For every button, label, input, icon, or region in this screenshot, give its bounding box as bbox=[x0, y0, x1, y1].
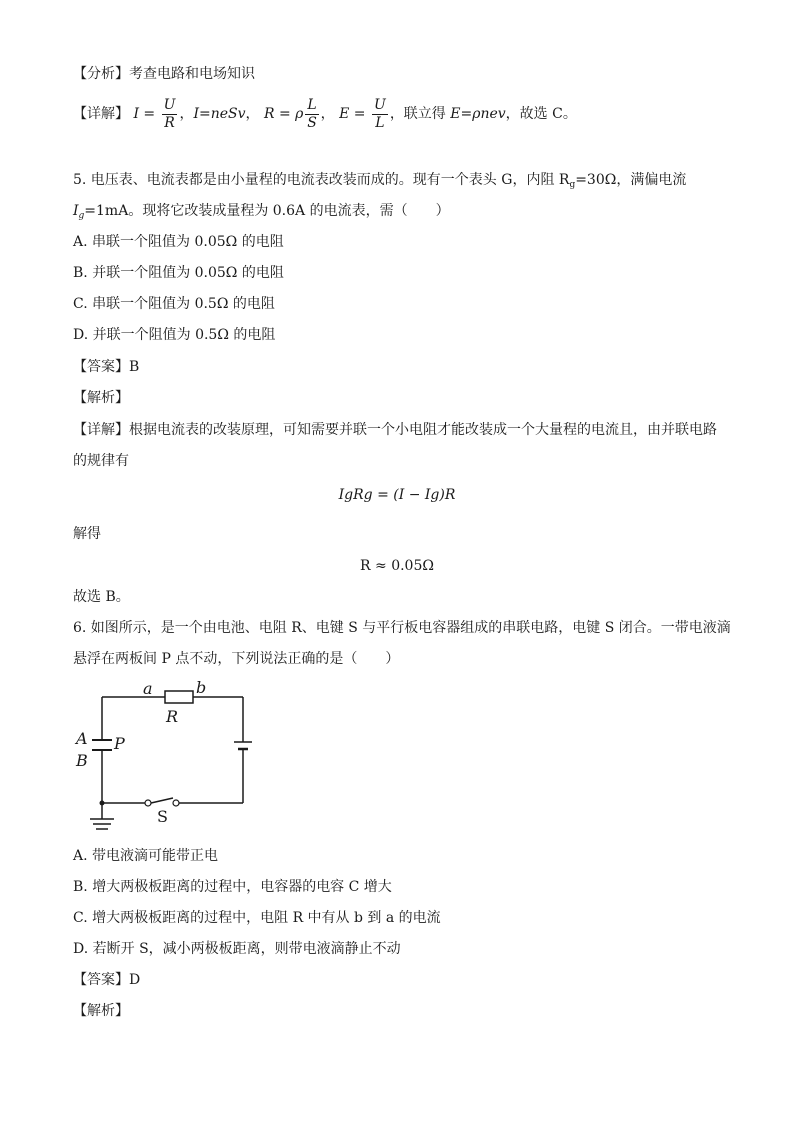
q5-stem-line2: $I_g=1mA$。现将它改装成量程为 0.6A 的电流表，需（ ） bbox=[73, 203, 450, 221]
label-S: S bbox=[157, 807, 168, 826]
label-R: R bbox=[166, 707, 179, 726]
detail-label: 【详解】 bbox=[73, 106, 129, 122]
q6-stem-line2: 悬浮在两板间 P 点不动，下列说法正确的是（ ） bbox=[73, 651, 400, 667]
q5-stem-line1: 5. 电压表、电流表都是由小量程的电流表改装而成的。现有一个表头 G，内阻 $R_g=30\Omega$，满偏电流 bbox=[73, 172, 687, 190]
q6-answer: 【答案】D bbox=[73, 972, 141, 988]
q5-detail-line1: 【详解】根据电流表的改装原理，可知需要并联一个小电阻才能改装成一个大量程的电流且，由并联电路 bbox=[73, 422, 717, 438]
equals: = bbox=[138, 106, 160, 122]
q5-detail-line2: 的规律有 bbox=[73, 453, 129, 469]
q5-option-c: C. 串联一个阻值为 0.5Ω 的电阻 bbox=[73, 296, 275, 312]
fraction-L-over-S: $\frac{L}{S}$ bbox=[307, 96, 317, 131]
label-A: A bbox=[76, 729, 88, 748]
q5-result: R ≈ 0.05Ω bbox=[360, 558, 434, 574]
q6-analysis-heading: 【解析】 bbox=[73, 1003, 129, 1019]
label-B: B bbox=[76, 751, 88, 770]
q6-option-d: D. 若断开 S，减小两极板距离，则带电液滴静止不动 bbox=[73, 941, 401, 957]
analysis-heading: 【分析】考查电路和电场知识 bbox=[73, 66, 255, 82]
q5-option-a: A. 串联一个阻值为 0.05Ω 的电阻 bbox=[73, 234, 284, 250]
label-a: a bbox=[143, 679, 153, 698]
junction-dot bbox=[100, 801, 105, 806]
q6-option-c: C. 增大两极板距离的过程中，电阻 R 中有从 b 到 a 的电流 bbox=[73, 910, 441, 926]
switch-contact-left bbox=[145, 800, 151, 806]
resistor-R bbox=[165, 691, 193, 703]
label-P: P bbox=[114, 734, 125, 753]
formula-I-neSv: I=neSv bbox=[193, 106, 246, 122]
q5-option-d: D. 并联一个阻值为 0.5Ω 的电阻 bbox=[73, 327, 276, 343]
detail-line: 【详解】 I = $\frac{U}{R}$ ，I=neSv， R = ρ $\frac{L}{S}$ ， E = $\frac{U}{L}$ ，联立得 E=ρnev，故选 C。 bbox=[73, 96, 577, 131]
q5-answer: 【答案】B bbox=[73, 359, 140, 375]
q6-option-a: A. 带电液滴可能带正电 bbox=[73, 848, 219, 864]
label-b: b bbox=[196, 678, 207, 697]
q5-formula: IgRg = (I − Ig)R bbox=[338, 487, 456, 503]
q6-option-b: B. 增大两极板距离的过程中，电容器的电容 C 增大 bbox=[73, 879, 392, 895]
var-I: I bbox=[133, 106, 139, 122]
q5-solve-label: 解得 bbox=[73, 526, 101, 542]
q6-stem-line1: 6. 如图所示，是一个由电池、电阻 R、电键 S 与平行板电容器组成的串联电路，电键 S 闭合。一带电液滴 bbox=[73, 620, 731, 636]
fraction-U-over-L: $\frac{U}{L}$ bbox=[374, 96, 386, 131]
switch-contact-right bbox=[173, 800, 179, 806]
q5-conclusion: 故选 B。 bbox=[73, 589, 130, 605]
circuit-diagram bbox=[70, 676, 260, 840]
q5-option-b: B. 并联一个阻值为 0.05Ω 的电阻 bbox=[73, 265, 284, 281]
fraction-U-over-R: $\frac{U}{R}$ bbox=[163, 96, 176, 131]
switch-lever bbox=[151, 798, 173, 803]
formula-E-rho-nev: E=ρnev bbox=[450, 106, 506, 122]
q5-analysis-heading: 【解析】 bbox=[73, 390, 129, 406]
